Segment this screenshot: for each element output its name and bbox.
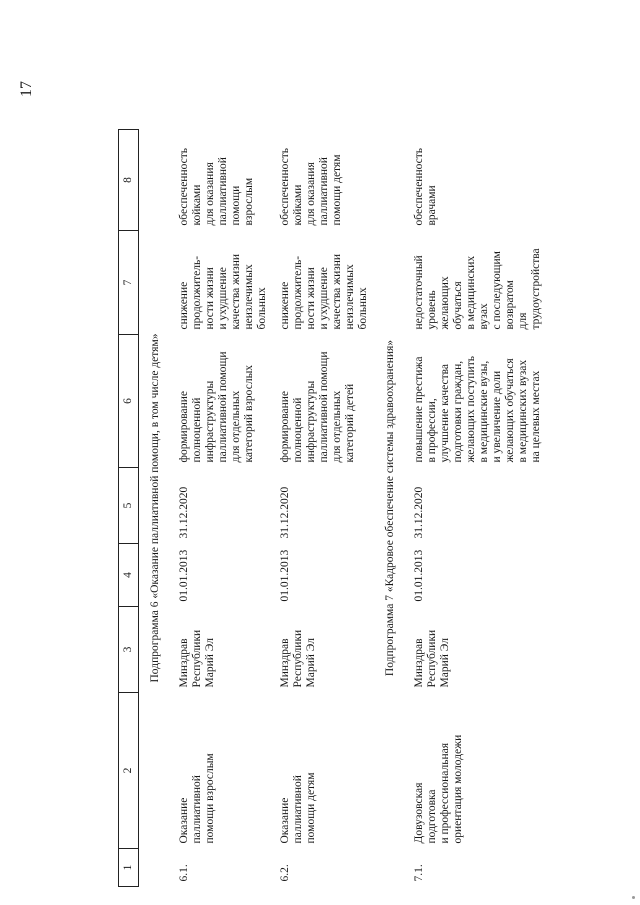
- start-date: 01.01.2013: [178, 549, 190, 602]
- subprogram-7-title-row: [374, 130, 407, 887]
- program-table: [118, 129, 547, 887]
- expected-result: формирование полноценной инфраструктуры паллиативной помощи для отдельных категорий детей: [279, 351, 356, 463]
- start-date: 01.01.2013: [413, 549, 425, 602]
- consequences: снижение продолжитель- ности жизни и ухудшение качества жизни неизлечимых больных: [279, 253, 369, 330]
- header-col-3: 3: [119, 607, 139, 693]
- subprogram-6-title-row: [139, 130, 173, 887]
- header-col-4: 4: [119, 544, 139, 607]
- table-row: [172, 130, 273, 887]
- indicator: обеспеченность койками для оказания паллиативной помощи детям: [279, 147, 343, 226]
- indicator: обеспеченность врачами: [413, 147, 438, 226]
- header-row: [119, 130, 139, 887]
- end-date: 31.12.2020: [413, 486, 425, 539]
- executor: Минздрав Республики Марий Эл: [279, 629, 317, 688]
- header-col-2: 2: [119, 693, 139, 849]
- row-number: 6.1.: [178, 864, 190, 882]
- header-col-1: 1: [119, 849, 139, 887]
- executor: Минздрав Республики Марий Эл: [178, 629, 216, 688]
- scan-speck: [632, 896, 635, 899]
- consequences: снижение продолжитель- ности жизни и ухудшение качества жизни неизлечимых больных: [178, 253, 268, 330]
- header-col-6: 6: [119, 335, 139, 468]
- measure-name: Довузовская подготовка и профессиональная ориентация молодежи: [413, 734, 464, 844]
- expected-result: формирование полноценной инфраструктуры паллиативной помощи для отдельных категорий взрослых: [178, 351, 255, 463]
- header-col-8: 8: [119, 130, 139, 231]
- consequences: недостаточный уровень желающих обучаться в медицинских вузах с последующим возвратом для трудоустройства: [413, 248, 542, 330]
- subprogram-7-title: Подпрограмма 7 «Кадровое обеспечение системы здравоохранения»: [384, 339, 396, 677]
- measure-name: Оказание паллиативной помощи детям: [279, 772, 317, 844]
- measure-name: Оказание паллиативной помощи взрослым: [178, 753, 216, 844]
- end-date: 31.12.2020: [279, 486, 291, 539]
- row-number: 7.1.: [413, 864, 425, 882]
- executor: Минздрав Республики Марий Эл: [413, 629, 451, 688]
- start-date: 01.01.2013: [279, 549, 291, 602]
- indicator: обеспеченность койками для оказания паллиативной помощи взрослым: [178, 147, 255, 226]
- table-row: [407, 130, 547, 887]
- header-col-5: 5: [119, 468, 139, 544]
- page-number: 17: [18, 81, 35, 97]
- end-date: 31.12.2020: [178, 486, 190, 539]
- row-number: 6.2.: [279, 864, 291, 882]
- expected-result: повышение престижа в профессии, улучшение качества подготовки граждан, желающих поступить в медицинские вузы, и увеличение доли желающих обучаться в медицинских вузах на целевых местах: [413, 356, 542, 463]
- header-col-7: 7: [119, 231, 139, 335]
- table-row: [273, 130, 374, 887]
- subprogram-6-title: Подпрограмма 6 «Оказание паллиативной помощи, в том числе детям»: [149, 333, 161, 683]
